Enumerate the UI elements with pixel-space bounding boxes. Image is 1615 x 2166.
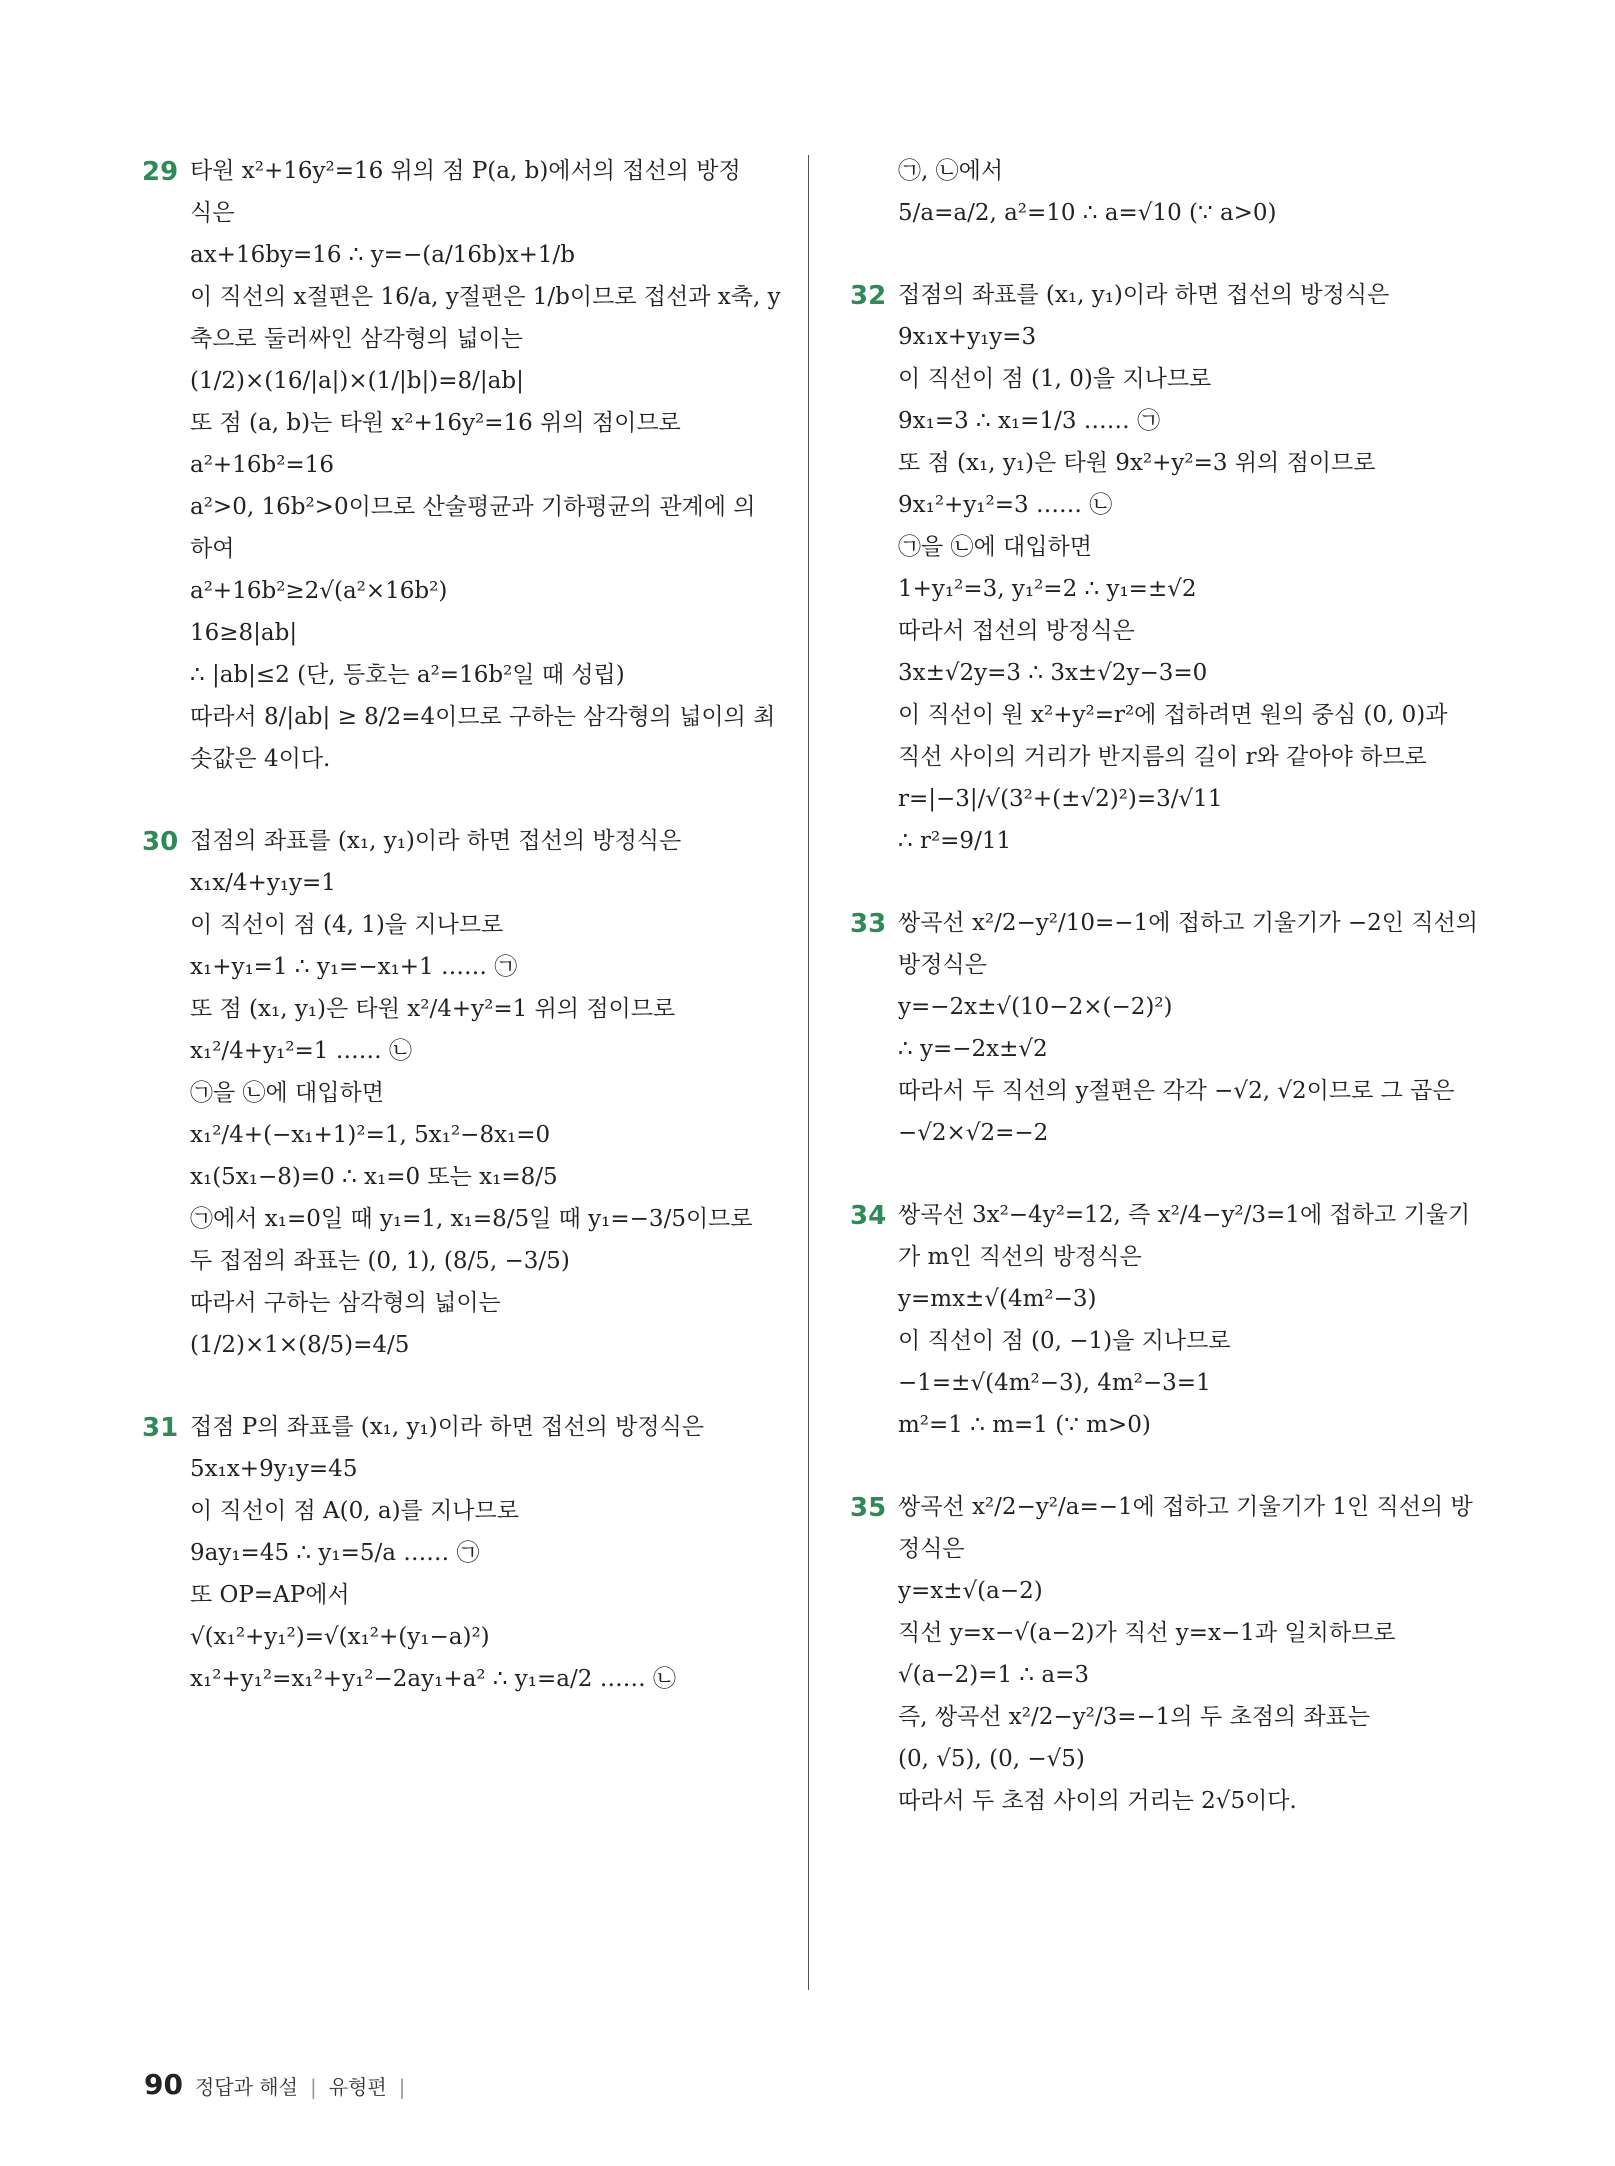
- solution-line: x₁(5x₁−8)=0 ∴ x₁=0 또는 x₁=8/5: [190, 1164, 558, 1190]
- solution-line: 9ay₁=45 ∴ y₁=5/a …… ㉠: [190, 1540, 480, 1566]
- solution-line: x₁²/4+(−x₁+1)²=1, 5x₁²−8x₁=0: [190, 1122, 551, 1148]
- problem-32: [852, 274, 1482, 862]
- solution-line: ∴ |ab|≤2 (단, 등호는 a²=16b²일 때 성립): [190, 662, 625, 688]
- problem-number: 31: [142, 1413, 179, 1443]
- column-divider: [808, 155, 809, 1990]
- solution-line: 따라서 8/|ab| ≥ 8/2=4이므로 구하는 삼각형의 넓이의 최: [190, 704, 776, 730]
- solution-line: 따라서 두 직선의 y절편은 각각 −√2, √2이므로 그 곱은: [898, 1078, 1455, 1104]
- solution-line: a²+16b²≥2√(a²×16b²): [190, 578, 448, 604]
- problem-35: [852, 1486, 1482, 1822]
- solution-line: r=|−3|/√(3²+(±√2)²)=3/√11: [898, 786, 1223, 812]
- footer-separator: |: [309, 2075, 317, 2099]
- page-footer: [144, 2068, 405, 2101]
- solution-line: 또 점 (a, b)는 타원 x²+16y²=16 위의 점이므로: [190, 410, 681, 436]
- problem-number: 33: [850, 909, 887, 939]
- solution-line: 이 직선이 점 (4, 1)을 지나므로: [190, 912, 504, 938]
- solution-line: 이 직선의 x절편은 16/a, y절편은 1/b이므로 접선과 x축, y: [190, 284, 781, 310]
- page-number: 90: [144, 2068, 183, 2101]
- solution-line: ㉠을 ㉡에 대입하면: [898, 534, 1092, 560]
- solution-line: ㉠을 ㉡에 대입하면: [190, 1080, 384, 1106]
- solution-line: 쌍곡선 x²/2−y²/10=−1에 접하고 기울기가 −2인 직선의: [898, 910, 1478, 936]
- problem-gap: [852, 1154, 1482, 1194]
- solution-line: 이 직선이 점 (0, −1)을 지나므로: [898, 1328, 1231, 1354]
- solution-line: 축으로 둘러싸인 삼각형의 넓이는: [190, 326, 523, 352]
- solution-line: 접점 P의 좌표를 (x₁, y₁)이라 하면 접선의 방정식은: [190, 1414, 705, 1440]
- problem-gap: [852, 234, 1482, 274]
- solution-line: 이 직선이 원 x²+y²=r²에 접하려면 원의 중심 (0, 0)과: [898, 702, 1448, 728]
- solution-line: 또 점 (x₁, y₁)은 타원 9x²+y²=3 위의 점이므로: [898, 450, 1376, 476]
- problem-number: 32: [850, 281, 887, 311]
- solution-line: −1=±√(4m²−3), 4m²−3=1: [898, 1370, 1211, 1396]
- solution-line: 접점의 좌표를 (x₁, y₁)이라 하면 접선의 방정식은: [190, 828, 682, 854]
- problem-number: 34: [850, 1201, 887, 1231]
- problem-gap: [852, 1446, 1482, 1486]
- solution-line: 16≥8|ab|: [190, 620, 298, 646]
- solution-line: 타원 x²+16y²=16 위의 점 P(a, b)에서의 접선의 방정: [190, 158, 741, 184]
- solution-line: y=−2x±√(10−2×(−2)²): [898, 994, 1173, 1020]
- problem-31: [144, 1406, 774, 1700]
- solution-line: y=mx±√(4m²−3): [898, 1286, 1097, 1312]
- solution-line: a²+16b²=16: [190, 452, 334, 478]
- solution-line: 5x₁x+9y₁y=45: [190, 1456, 358, 1482]
- solution-line: x₁²+y₁²=x₁²+y₁²−2ay₁+a² ∴ y₁=a/2 …… ㉡: [190, 1666, 676, 1692]
- solution-line: ㉠에서 x₁=0일 때 y₁=1, x₁=8/5일 때 y₁=−3/5이므로: [190, 1206, 753, 1232]
- book-title: 정답과 해설: [194, 2075, 298, 2099]
- solution-line: 두 접점의 좌표는 (0, 1), (8/5, −3/5): [190, 1248, 570, 1274]
- section-title: 유형편: [328, 2075, 387, 2099]
- solution-line: 따라서 두 초점 사이의 거리는 2√5이다.: [898, 1788, 1297, 1814]
- solution-line: 하여: [190, 536, 235, 562]
- problem-29: [142, 150, 781, 780]
- solution-line: 쌍곡선 3x²−4y²=12, 즉 x²/4−y²/3=1에 접하고 기울기: [898, 1202, 1471, 1228]
- problem-number: 29: [142, 157, 179, 187]
- solution-line: 정식은: [898, 1536, 965, 1562]
- solution-line: 직선 y=x−√(a−2)가 직선 y=x−1과 일치하므로: [898, 1620, 1396, 1646]
- solution-line: 이 직선이 점 A(0, a)를 지나므로: [190, 1498, 519, 1524]
- problem-number: 30: [142, 827, 179, 857]
- solution-line: 3x±√2y=3 ∴ 3x±√2y−3=0: [898, 660, 1208, 686]
- solution-line: x₁x/4+y₁y=1: [190, 870, 336, 896]
- solution-line: 접점의 좌표를 (x₁, y₁)이라 하면 접선의 방정식은: [898, 282, 1390, 308]
- problem-33: [852, 902, 1482, 1154]
- solution-line: 쌍곡선 x²/2−y²/a=−1에 접하고 기울기가 1인 직선의 방: [898, 1494, 1473, 1520]
- solution-line: 또 OP=AP에서: [190, 1582, 350, 1608]
- problem-continued: [852, 150, 1482, 234]
- problem-gap: [144, 780, 774, 820]
- solution-line: (1/2)×1×(8/5)=4/5: [190, 1332, 410, 1358]
- solution-line: ax+16by=16 ∴ y=−(a/16b)x+1/b: [190, 242, 576, 268]
- solution-line: 따라서 구하는 삼각형의 넓이는: [190, 1290, 501, 1316]
- solution-line: ㉠, ㉡에서: [898, 158, 1004, 184]
- problem-gap: [852, 862, 1482, 902]
- footer-separator-end: |: [398, 2075, 406, 2099]
- solution-line: 5/a=a/2, a²=10 ∴ a=√10 (∵ a>0): [898, 200, 1277, 226]
- solution-line: 9x₁x+y₁y=3: [898, 324, 1037, 350]
- solution-line: 따라서 접선의 방정식은: [898, 618, 1135, 644]
- problem-34: [852, 1194, 1482, 1446]
- solution-line: ∴ y=−2x±√2: [898, 1036, 1048, 1062]
- solution-line: 9x₁²+y₁²=3 …… ㉡: [898, 492, 1113, 518]
- solution-line: −√2×√2=−2: [898, 1120, 1049, 1146]
- solution-line: √(x₁²+y₁²)=√(x₁²+(y₁−a)²): [190, 1624, 490, 1650]
- problem-30: [144, 820, 774, 1366]
- problem-gap: [144, 1366, 774, 1406]
- solution-line: 이 직선이 점 (1, 0)을 지나므로: [898, 366, 1212, 392]
- solution-line: x₁+y₁=1 ∴ y₁=−x₁+1 …… ㉠: [190, 954, 518, 980]
- solution-line: 솟값은 4이다.: [190, 746, 331, 772]
- solution-line: 방정식은: [898, 952, 987, 978]
- solution-line: √(a−2)=1 ∴ a=3: [898, 1662, 1089, 1688]
- solution-line: (0, √5), (0, −√5): [898, 1746, 1085, 1772]
- solution-line: 식은: [190, 200, 235, 226]
- right-column: [852, 150, 1482, 1822]
- solution-line: 직선 사이의 거리가 반지름의 길이 r와 같아야 하므로: [898, 744, 1427, 770]
- problem-number: 35: [850, 1493, 887, 1523]
- solution-line: 또 점 (x₁, y₁)은 타원 x²/4+y²=1 위의 점이므로: [190, 996, 676, 1022]
- solution-line: 즉, 쌍곡선 x²/2−y²/3=−1의 두 초점의 좌표는: [898, 1704, 1371, 1730]
- solution-line: y=x±√(a−2): [898, 1578, 1043, 1604]
- solution-line: 1+y₁²=3, y₁²=2 ∴ y₁=±√2: [898, 576, 1197, 602]
- solution-line: m²=1 ∴ m=1 (∵ m>0): [898, 1412, 1151, 1438]
- solution-line: (1/2)×(16/|a|)×(1/|b|)=8/|ab|: [190, 368, 524, 394]
- solution-line: 가 m인 직선의 방정식은: [898, 1244, 1142, 1270]
- solution-line: a²>0, 16b²>0이므로 산술평균과 기하평균의 관계에 의: [190, 494, 756, 520]
- solution-line: ∴ r²=9/11: [898, 828, 1012, 854]
- left-column: [142, 150, 781, 1700]
- solution-line: x₁²/4+y₁²=1 …… ㉡: [190, 1038, 413, 1064]
- solution-line: 9x₁=3 ∴ x₁=1/3 …… ㉠: [898, 408, 1161, 434]
